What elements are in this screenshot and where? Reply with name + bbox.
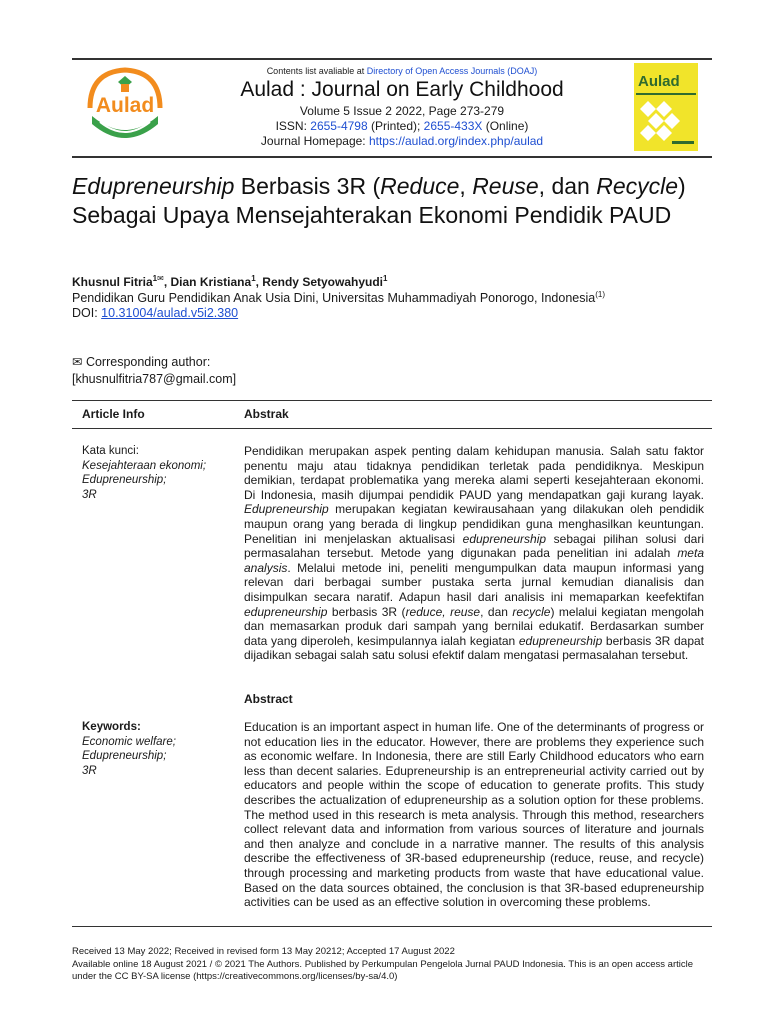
keyword: Edupreneurship; xyxy=(82,474,167,486)
abstract-heading: Abstract xyxy=(244,692,293,706)
keyword: 3R xyxy=(82,764,97,777)
abstract-text: Education is an important aspect in human life. One of the determinants of progress or not education lies in the educator. However, there are problems they experience such as economic welfare. In Indonesia, there are still Early Childhood educators who earn less than decent salaries. Edupreneurship is an entrepreneurial activity carried out by educators and people within the scope of education to generate profits. This study describes the actualization of edupreneurship as a solution option for these problems. The method used in this research is meta analysis. Through this method, researchers collect relevant data and information from various sources of literature and journals and then analyze and conclude in a narrative manner. The results of this analysis describe the effectiveness of 3R-based edupreneurship (reduce, reuse, and recycle) through processing and marketing products from waste that have educational value. Based on the data sources obtained, the conclusion is that 3R-based edupreneurship activities can be used as an effective solution in overcoming these problems. xyxy=(244,720,704,910)
divider xyxy=(72,400,712,401)
doaj-link[interactable]: Directory of Open Access Journals (DOAJ) xyxy=(366,66,538,76)
homepage-link[interactable]: https://aulad.org/index.php/aulad xyxy=(368,134,544,148)
corresponding-author xyxy=(72,354,236,388)
article-info-heading: Article Info xyxy=(82,407,145,421)
keyword: Edupreneurship; xyxy=(82,750,167,762)
svg-text:Aulad: Aulad xyxy=(95,94,155,117)
keyword: Kesejahteraan ekonomi; xyxy=(82,459,207,472)
kata-kunci-label: Kata kunci: xyxy=(82,445,139,457)
received-dates: Received 13 May 2022; Received in revised form 13 May 20212; Accepted 17 August 2022 xyxy=(72,946,455,957)
abstrak-heading: Abstrak xyxy=(244,407,289,421)
aulad-logo-icon xyxy=(80,64,170,148)
contents-line: Contents list avaliable at Directory of Open Access Journals (DOAJ) xyxy=(266,66,538,76)
issn-online-link[interactable]: 2655-433X xyxy=(423,119,483,133)
issn-print-link[interactable]: 2655-4798 xyxy=(310,119,368,133)
abstrak-text: Pendidikan merupakan aspek penting dalam kehidupan manusia. Salah satu faktor penentu maju atau tidaknya pendidikan terletak pada pendidiknya. Meskipun demikian, terdapat problematika yang mereka alami seperti kesejahteraan ekonomi. Di Indonesia, masih dijumpai pendidik PAUD yang mendapatkan gaji kurang layak. Edupreneurship merupakan kegiatan kewirausahaan yang dilakukan oleh pendidik maupun orang yang berada di lingkup pendidikan guna menghasilkan keuntungan. Penelitian ini menjelaskan aktualisasi edupreneurship sebagai pilihan solusi dari permasalahan tersebut. Metode yang digunakan pada penelitian ini adalah meta analysis. Melalui metode ini, peneliti mengumpulkan data maupun informasi yang relevan dari berbagai sumber pustaka serta jurnal kemudian dianalisis dan disimpulkan secara naratif. Adapun hasil dari analisis ini memaparkan keefektifan edupreneurship berbasis 3R (reduce, reuse, dan recycle) melalui kegiatan mengolah dan memasarkan produk dari sampah yang bernilai edukatif. Berdasarkan sumber data yang diperoleh, kesimpulannya ialah kegiatan edupreneurship berbasis 3R dapat dijadikan sebagai salah satu solusi efektif dalam mengatasi permasalahan tersebut. xyxy=(244,444,704,663)
corresponding-email: [khusnulfitria787@gmail.com] xyxy=(72,372,237,386)
license-note: Available online 18 August 2021 / © 2021 The Authors. Published by Perkumpulan Pengelola Jurnal PAUD Indonesia. This is an open access article under the CC BY-SA license (https://creativecommons.org/licenses/by-sa/4.0) xyxy=(72,958,694,982)
author-list: Khusnul Fitria$^{1✉}$, Dian Kristiana$^1$, Rendy Setyowahyudi$^1$ xyxy=(72,274,388,289)
article-footer xyxy=(72,946,712,984)
affiliation: Pendidikan Guru Pendidikan Anak Usia Dini, Universitas Muhammadiyah Ponorogo, Indonesia$^{(1)}$ xyxy=(72,290,605,306)
volume-info: Volume 5 Issue 2 2022, Page 273-279 xyxy=(299,104,505,118)
keyword: 3R xyxy=(82,488,97,501)
keywords-label: Keywords: xyxy=(82,721,141,733)
doi-line: DOI: 10.31004/aulad.v5i2.380 xyxy=(72,306,239,320)
cover-title: Aulad xyxy=(638,73,680,90)
journal-title: Aulad : Journal on Early Childhood xyxy=(240,78,564,101)
journal-homepage: Journal Homepage: https://aulad.org/index.php/aulad xyxy=(260,134,544,148)
keyword: Economic welfare; xyxy=(82,735,176,748)
paper-title: Edupreneurship Berbasis 3R (Reduce, Reuse, dan Recycle) Sebagai Upaya Mensejahterakan Ekonomi Pendidik PAUD xyxy=(72,173,686,228)
cover-pattern-icon xyxy=(634,63,698,151)
issn-info: ISSN: 2655-4798 (Printed); 2655-433X (Online) xyxy=(275,119,529,133)
doi-link[interactable]: 10.31004/aulad.v5i2.380 xyxy=(101,306,239,320)
keywords-block xyxy=(82,720,176,778)
journal-cover xyxy=(634,63,698,151)
kata-kunci-block xyxy=(82,444,206,502)
corresponding-label: ✉ Corresponding author: xyxy=(72,355,211,369)
divider xyxy=(72,428,712,429)
divider xyxy=(72,926,712,927)
journal-header xyxy=(72,58,712,158)
